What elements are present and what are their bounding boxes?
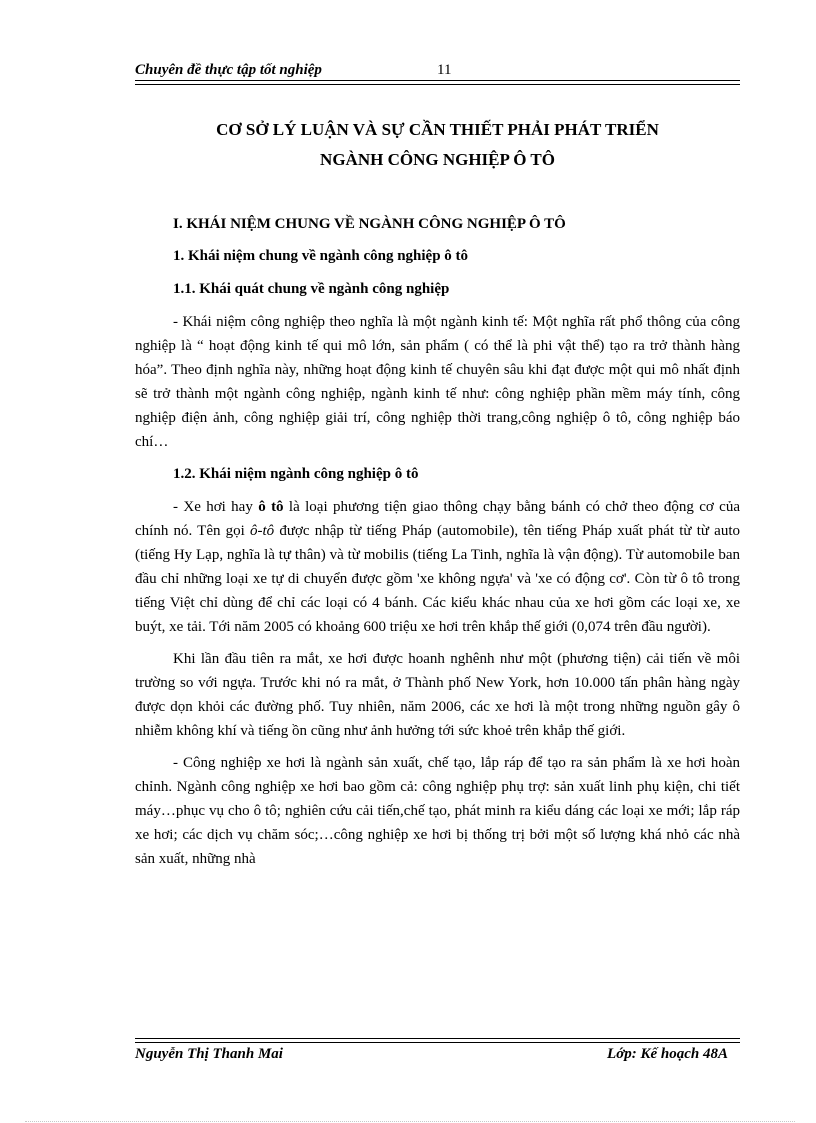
chapter-title [135, 115, 740, 175]
chapter-title-line-2: NGÀNH CÔNG NGHIỆP Ô TÔ [320, 150, 555, 169]
paragraph-2-italic-term: ô-tô [250, 523, 275, 539]
paragraph-2-part-a: - Xe hơi hay [173, 499, 259, 515]
footer-class: Lớp: Kế hoạch 48A [607, 1046, 728, 1062]
section-heading: I. KHÁI NIỆM CHUNG VỀ NGÀNH CÔNG NGHIỆP Ô TÔ [173, 216, 566, 232]
paragraph-2 [135, 495, 740, 639]
sub-heading-1-2: 1.2. Khái niệm ngành công nghiệp ô tô [173, 466, 419, 482]
page-header [135, 58, 740, 82]
chapter-title-line-1: CƠ SỞ LÝ LUẬN VÀ SỰ CẦN THIẾT PHẢI PHÁT TRIỂN [216, 120, 659, 139]
body-content [135, 212, 740, 879]
footer-rule [135, 1038, 740, 1039]
paragraph-2-bold-term: ô tô [258, 499, 284, 515]
page-number: 11 [437, 62, 452, 78]
header-rule [135, 80, 740, 81]
footer-author: Nguyễn Thị Thanh Mai [135, 1046, 283, 1062]
header-rule-secondary [135, 84, 740, 85]
sub-heading-1-1: 1.1. Khái quát chung về ngành công nghiệp [173, 281, 450, 297]
page-bottom-border [25, 1121, 795, 1122]
sub-heading-1: 1. Khái niệm chung về ngành công nghiệp ô tô [173, 248, 469, 264]
header-title: Chuyên đề thực tập tốt nghiệp [135, 62, 322, 78]
footer-rule-secondary [135, 1042, 740, 1043]
paragraph-2-part-b: là loại phương tiện giao thông chạy bằng bánh có chở theo động cơ của chính nó. Tên gọi [135, 499, 740, 539]
paragraph-3: Khi lần đầu tiên ra mắt, xe hơi được hoanh nghênh như một (phương tiện) cải tiến về môi trường so với ngựa. Trước khi nó ra mắt, ở Thành phố New York, hơn 10.000 tấn phân hàng ngày được dọn khỏi các đường phố. Tuy nhiên, năm 2006, các xe hơi là một trong những nguồn gây ô nhiễm không khí và tiếng ồn cũng như ảnh hưởng tới sức khoẻ trên khắp thế giới. [135, 651, 740, 739]
paragraph-2-part-c: được nhập từ tiếng Pháp (automobile), tên tiếng Pháp xuất phát từ từ auto (tiếng Hy Lạp, nghĩa là tự thân) và từ mobilis (tiếng La Tinh, nghĩa là vận động). Từ automobile ban đầu chỉ những loại xe tự di chuyển được gồm 'xe không ngựa' và 'xe có động cơ'. Còn từ ô tô trong tiếng Việt chỉ dùng để chỉ các loại có 4 bánh. Các kiểu khác nhau của xe hơi gồm các loại xe, xe buýt, xe tải. Tới năm 2005 có khoảng 600 triệu xe hơi trên khắp thế giới (0,074 trên đầu người). [135, 523, 740, 635]
paragraph-4: - Công nghiệp xe hơi là ngành sản xuất, chế tạo, lắp ráp để tạo ra sản phẩm là xe hơi hoàn chỉnh. Ngành công nghiệp xe hơi bao gồm cả: công nghiệp phụ trợ: sản xuất linh phụ kiện, chi tiết máy…phục vụ cho ô tô; nghiên cứu cải tiến,chế tạo, phát minh ra kiểu dáng các loại xe mới; lắp ráp xe hơi; các dịch vụ chăm sóc;…công nghiệp xe hơi bị thống trị bởi một số lượng khá nhỏ các nhà sản xuất, những nhà [135, 755, 740, 867]
paragraph-1: - Khái niệm công nghiệp theo nghĩa là một ngành kinh tế: Một nghĩa rất phổ thông của công nghiệp là “ hoạt động kinh tế qui mô lớn, sản phẩm ( có thể là phi vật thể) tạo ra trở thành hàng hóa”. Theo định nghĩa này, những hoạt động kinh tế chuyên sâu khi đạt được một qui mô nhất định sẽ trở thành một ngành công nghiệp, ngành kinh tế như: công nghiệp phần mềm máy tính, công nghiệp điện ảnh, công nghiệp giải trí, công nghiệp thời trang,công nghiệp ô tô, công nghiệp báo chí… [135, 314, 740, 450]
